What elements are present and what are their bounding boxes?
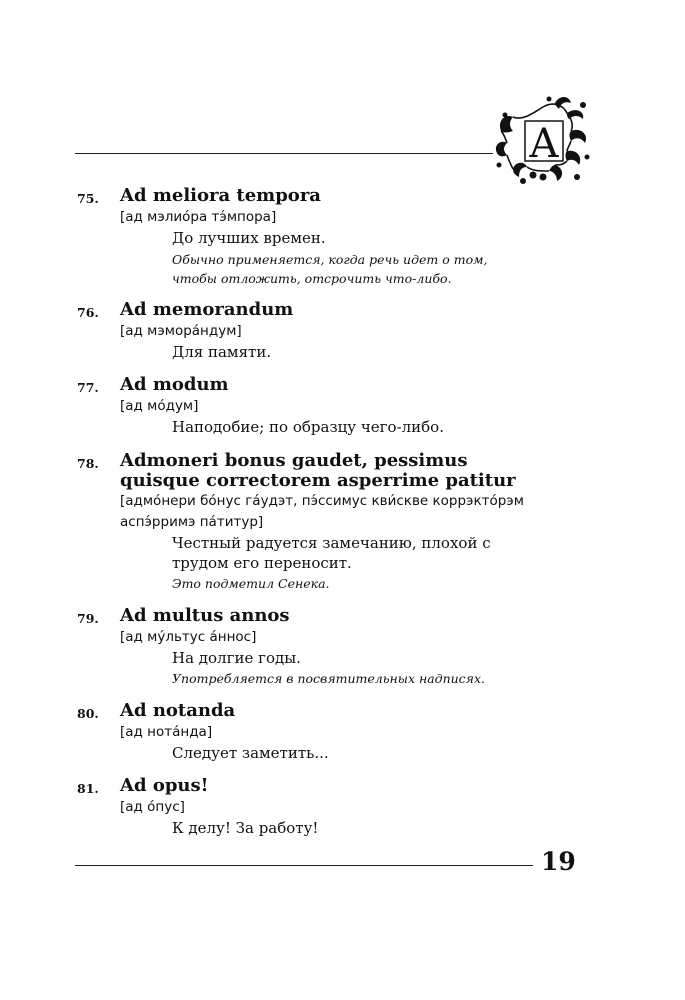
entry-pronunciation: [ад нота́нда] — [120, 724, 213, 740]
page-number: 19 — [541, 847, 576, 876]
entry-number: 81. — [77, 781, 99, 796]
entry-term: Ad opus! — [120, 775, 209, 796]
entry-number: 80. — [77, 706, 99, 721]
entry-number: 79. — [77, 611, 99, 626]
entry-note: Это подметил Сенека. — [172, 576, 330, 591]
entry-pronunciation: [ад о́пус] — [120, 799, 185, 815]
entry-term: Admoneri bonus gaudet, pessimus — [120, 450, 468, 471]
entry-translation: трудом его переносит. — [172, 554, 352, 572]
entry-pronunciation: [ад мэлио́ра тэ́мпора] — [120, 209, 277, 225]
entry-translation: Следует заметить... — [172, 744, 329, 762]
entry-term: Ad notanda — [120, 700, 236, 721]
entry-number: 76. — [77, 305, 99, 320]
entry-translation: На долгие годы. — [172, 649, 301, 667]
entry-translation: К делу! За работу! — [172, 819, 319, 837]
entry-translation: Для памяти. — [172, 343, 272, 361]
entry-term: Ad memorandum — [120, 299, 294, 320]
entry-pronunciation: [ад мо́дум] — [120, 398, 199, 414]
entry-translation: До лучших времен. — [172, 229, 326, 247]
entry-note: чтобы отложить, отсрочить что-либо. — [172, 271, 452, 286]
entry-pronunciation: аспэ́рримэ па́титур] — [120, 514, 264, 530]
footer-rule — [75, 865, 533, 866]
header-rule — [75, 153, 493, 154]
ornament-letter: A — [529, 121, 559, 167]
entry-translation: Наподобие; по образцу чего-либо. — [172, 418, 444, 436]
entry-term: Ad modum — [120, 374, 229, 395]
entry-term: quisque correctorem asperrime patitur — [120, 470, 516, 491]
entry-pronunciation: [ад мэмора́ндум] — [120, 323, 242, 339]
ornamental-letter-icon — [493, 91, 593, 186]
entry-translation: Честный радуется замечанию, плохой с — [172, 534, 491, 552]
entry-pronunciation: [адмо́нери бо́нус га́удэт, пэ́ссимус кви́скве коррэкто́рэм — [120, 493, 524, 509]
entry-term: Ad meliora tempora — [120, 185, 321, 206]
entry-number: 78. — [77, 456, 99, 471]
entry-note: Употребляется в посвятительных надписях. — [172, 671, 485, 686]
entry-note: Обычно применяется, когда речь идет о том, — [172, 252, 488, 267]
entry-pronunciation: [ад му́льтус а́ннос] — [120, 629, 257, 645]
entry-term: Ad multus annos — [120, 605, 290, 626]
entry-number: 77. — [77, 380, 99, 395]
entry-number: 75. — [77, 191, 99, 206]
